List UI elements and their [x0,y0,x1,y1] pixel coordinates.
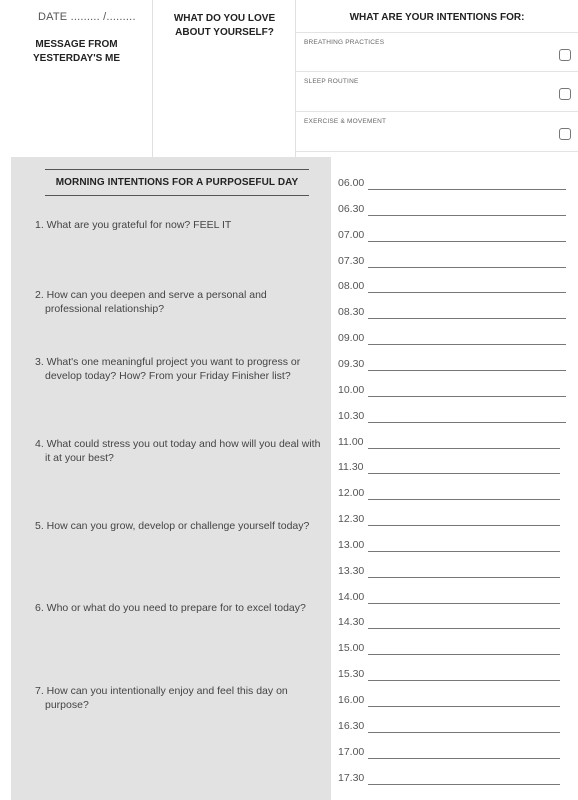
writing-line [368,628,560,629]
writing-line [368,758,560,759]
time-slot[interactable] [338,433,568,453]
time-label: 16.00 [338,694,365,706]
question-7: 7. How can you intentionally enjoy and feel this day on purpose? [35,685,288,711]
time-label: 14.00 [338,590,365,603]
time-slot[interactable] [338,562,568,582]
message-title-text: MESSAGE FROM YESTERDAY'S ME [32,39,121,64]
time-slot[interactable] [338,458,568,478]
time-label: 06.00 [338,177,365,189]
time-label: 17.30 [338,771,365,784]
writing-line [368,525,560,526]
intention-row-breathing [296,32,578,72]
question-2: 2. How can you deepen and serve a personal and professional relationship? [35,289,267,315]
intention-row-exercise [296,112,578,152]
intention-label: EXERCISE & MOVEMENT [304,118,387,125]
intention-label: BREATHING PRACTICES [304,39,385,46]
time-label: 14.30 [338,616,365,629]
time-label: 11.00 [338,435,364,448]
time-label: 10.30 [338,409,365,422]
time-slot[interactable] [338,536,568,556]
sleep-checkbox[interactable] [559,88,571,100]
writing-line [368,396,566,397]
time-label: 16.30 [338,719,365,732]
writing-line [368,577,560,578]
time-slot[interactable] [338,743,568,763]
time-label: 06.30 [338,202,365,215]
time-label: 08.00 [338,280,365,293]
writing-line [368,680,560,681]
date-message-column [0,0,153,157]
time-slot[interactable] [338,303,568,323]
time-slot[interactable] [338,277,568,297]
time-slot[interactable] [338,484,568,504]
time-label: 15.30 [338,668,365,681]
writing-line [368,784,560,785]
question-6: 6. Who or what do you need to prepare for to excel today? [35,602,306,614]
time-slot[interactable] [338,226,568,246]
time-slot[interactable] [338,510,568,530]
writing-line [368,448,560,449]
writing-line [368,241,566,242]
time-label: 17.00 [338,745,365,758]
time-label: 10.00 [338,383,365,396]
question-5: 5. How can you grow, develop or challenge yourself today? [35,520,310,532]
time-slot[interactable] [338,717,568,737]
writing-line [368,318,566,319]
time-label: 13.00 [338,538,365,551]
writing-line [368,370,566,371]
exercise-checkbox[interactable] [559,128,571,140]
time-slot[interactable] [338,588,568,608]
time-label: 08.30 [338,306,365,319]
time-slot[interactable] [338,665,568,685]
time-slot[interactable] [338,174,568,194]
writing-line [368,422,566,423]
time-slot[interactable] [338,613,568,633]
love-yourself-column [153,0,296,157]
writing-line [368,603,560,604]
time-label: 13.30 [338,564,365,577]
love-title-text: WHAT DO YOU LOVE ABOUT YOURSELF? [173,13,276,38]
writing-line [368,654,560,655]
intentions-title: WHAT ARE YOUR INTENTIONS FOR: [349,12,525,23]
writing-line [368,551,560,552]
time-label: 09.30 [338,357,365,370]
morning-intentions-panel [11,157,331,800]
time-slot[interactable] [338,355,568,375]
writing-line [368,499,560,500]
time-slot[interactable] [338,769,568,789]
writing-line [368,267,566,268]
date-field[interactable]: DATE ......... /......... [38,11,136,23]
writing-line [368,189,566,190]
time-label: 07.00 [338,228,365,241]
intention-label: SLEEP ROUTINE [304,78,359,85]
time-slot[interactable] [338,407,568,427]
writing-line [368,344,566,345]
intention-row-sleep [296,72,578,112]
time-slot[interactable] [338,200,568,220]
breathing-checkbox[interactable] [559,49,571,61]
time-slot[interactable] [338,691,568,711]
intentions-column [296,0,578,157]
time-label: 12.30 [338,513,365,526]
time-slot[interactable] [338,639,568,659]
love-yourself-title [153,12,296,40]
time-slot[interactable] [338,252,568,272]
time-label: 11.30 [338,461,364,474]
morning-title-box [45,169,309,196]
hourly-schedule [331,157,578,800]
time-label: 07.30 [338,254,365,267]
question-4: 4. What could stress you out today and how will you deal with it at your best? [35,438,321,464]
morning-intentions-title: MORNING INTENTIONS FOR A PURPOSEFUL DAY [55,177,299,188]
message-from-yesterday-title [0,38,153,66]
time-label: 09.00 [338,332,365,345]
writing-line [368,473,560,474]
time-label: 15.00 [338,642,365,655]
writing-line [368,732,560,733]
time-slot[interactable] [338,381,568,401]
time-slot[interactable] [338,329,568,349]
header-section [0,0,578,157]
writing-line [368,706,560,707]
question-1: 1. What are you grateful for now? FEEL IT [35,219,232,231]
question-3: 3. What's one meaningful project you want to progress or develop today? How? From your Friday Finisher list? [35,356,301,382]
time-label: 12.00 [338,487,365,500]
writing-line [368,215,566,216]
writing-line [368,292,566,293]
